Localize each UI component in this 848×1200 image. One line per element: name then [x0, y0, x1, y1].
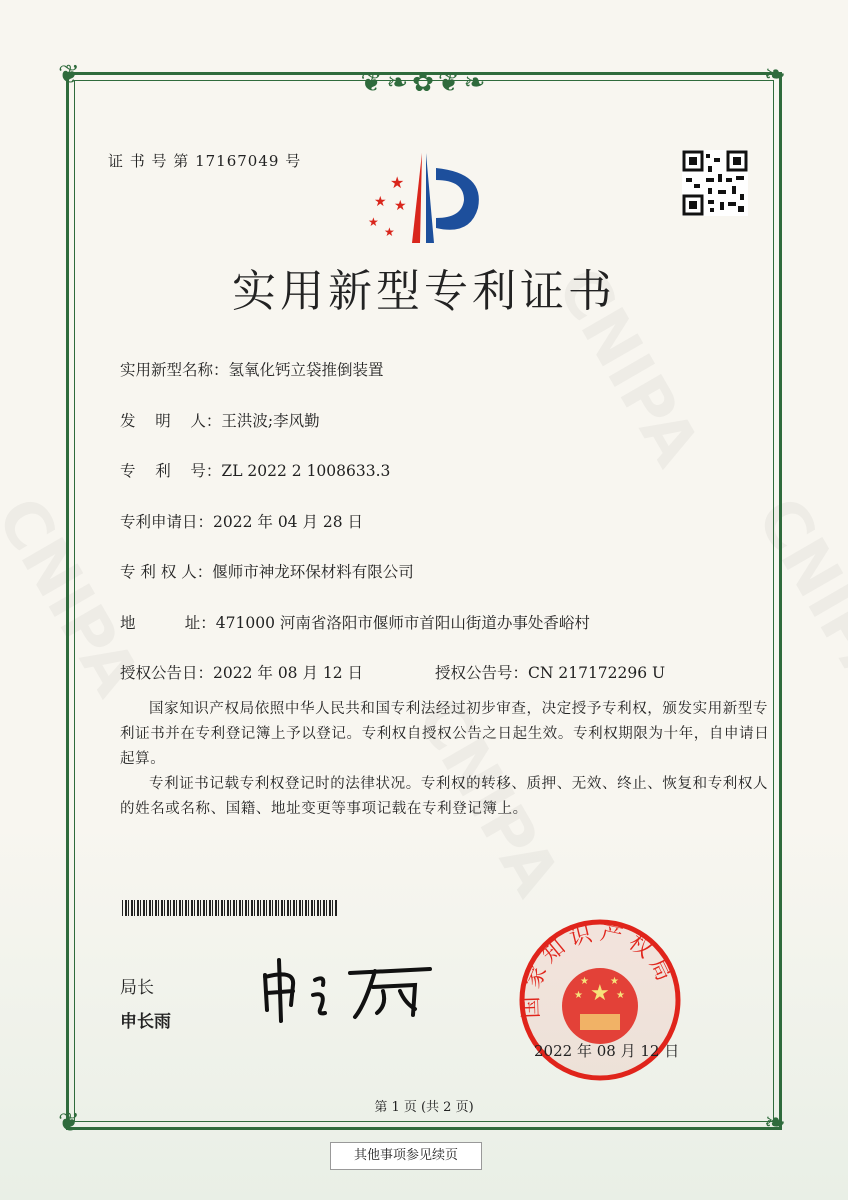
page-number: 第 1 页 (共 2 页): [374, 1100, 474, 1115]
field-inventors: 发 明 人：王洪波;李风勤: [120, 412, 320, 430]
svg-text:★: ★: [394, 198, 407, 214]
field-patent-number: 专 利 号：ZL 2022 2 1008633.3: [120, 462, 391, 480]
corner-ornament: ❧: [764, 1108, 786, 1138]
svg-text:★: ★: [384, 225, 395, 239]
field-patentee: 专 利 权 人：偃师市神龙环保材料有限公司: [120, 563, 414, 581]
paragraph-grant-statement: 国家知识产权局依照中华人民共和国专利法经过初步审查，决定授予专利权，颁发实用新型专利证书并在专利登记簿上予以登记。专利权自授权公告之日起生效。专利权期限为十年，自申请日起算。: [120, 701, 770, 767]
continued-on-next-page-note: 其他事项参见续页: [330, 1142, 482, 1170]
seal-text: 国家知识产权局: [518, 920, 679, 1019]
field-grant-number: 授权公告号：CN 217172296 U: [435, 664, 666, 682]
svg-text:★: ★: [580, 976, 589, 987]
field-utility-model-name: 实用新型名称：氢氧化钙立袋推倒装置: [120, 361, 384, 379]
qr-code: [682, 150, 748, 216]
corner-ornament: ❦: [58, 1108, 80, 1138]
document-title: 实用新型专利证书: [232, 266, 616, 317]
seal-date: 2022 年 08 月 12 日: [534, 1042, 680, 1060]
svg-text:★: ★: [590, 981, 610, 1006]
svg-text:★: ★: [610, 976, 619, 987]
svg-text:★: ★: [390, 173, 405, 192]
field-application-date: 专利申请日：2022 年 04 月 28 日: [120, 513, 364, 531]
director-title: 局长: [120, 978, 154, 998]
svg-text:★: ★: [574, 990, 583, 1001]
top-ornament: ❦❧✿❦❧: [360, 68, 490, 98]
paragraph-legal-status: 专利证书记载专利权登记时的法律状况。专利权的转移、质押、无效、终止、恢复和专利权人的姓名或名称、国籍、地址变更等事项记载在专利登记簿上。: [120, 776, 769, 817]
cnipa-logo: [360, 148, 490, 248]
svg-text:★: ★: [368, 215, 379, 229]
field-grant-date: 授权公告日：2022 年 08 月 12 日: [120, 664, 364, 682]
certificate-number: 证 书 号 第 17167049 号: [108, 152, 302, 170]
field-address: 地 址：471000 河南省洛阳市偃师市首阳山街道办事处香峪村: [120, 614, 590, 632]
corner-ornament: ❧: [764, 60, 786, 90]
svg-text:★: ★: [374, 194, 387, 210]
director-signature: [255, 955, 440, 1025]
svg-text:★: ★: [616, 990, 625, 1001]
director-name: 申长雨: [120, 1012, 171, 1032]
barcode: [122, 900, 338, 916]
corner-ornament: ❦: [58, 60, 80, 90]
